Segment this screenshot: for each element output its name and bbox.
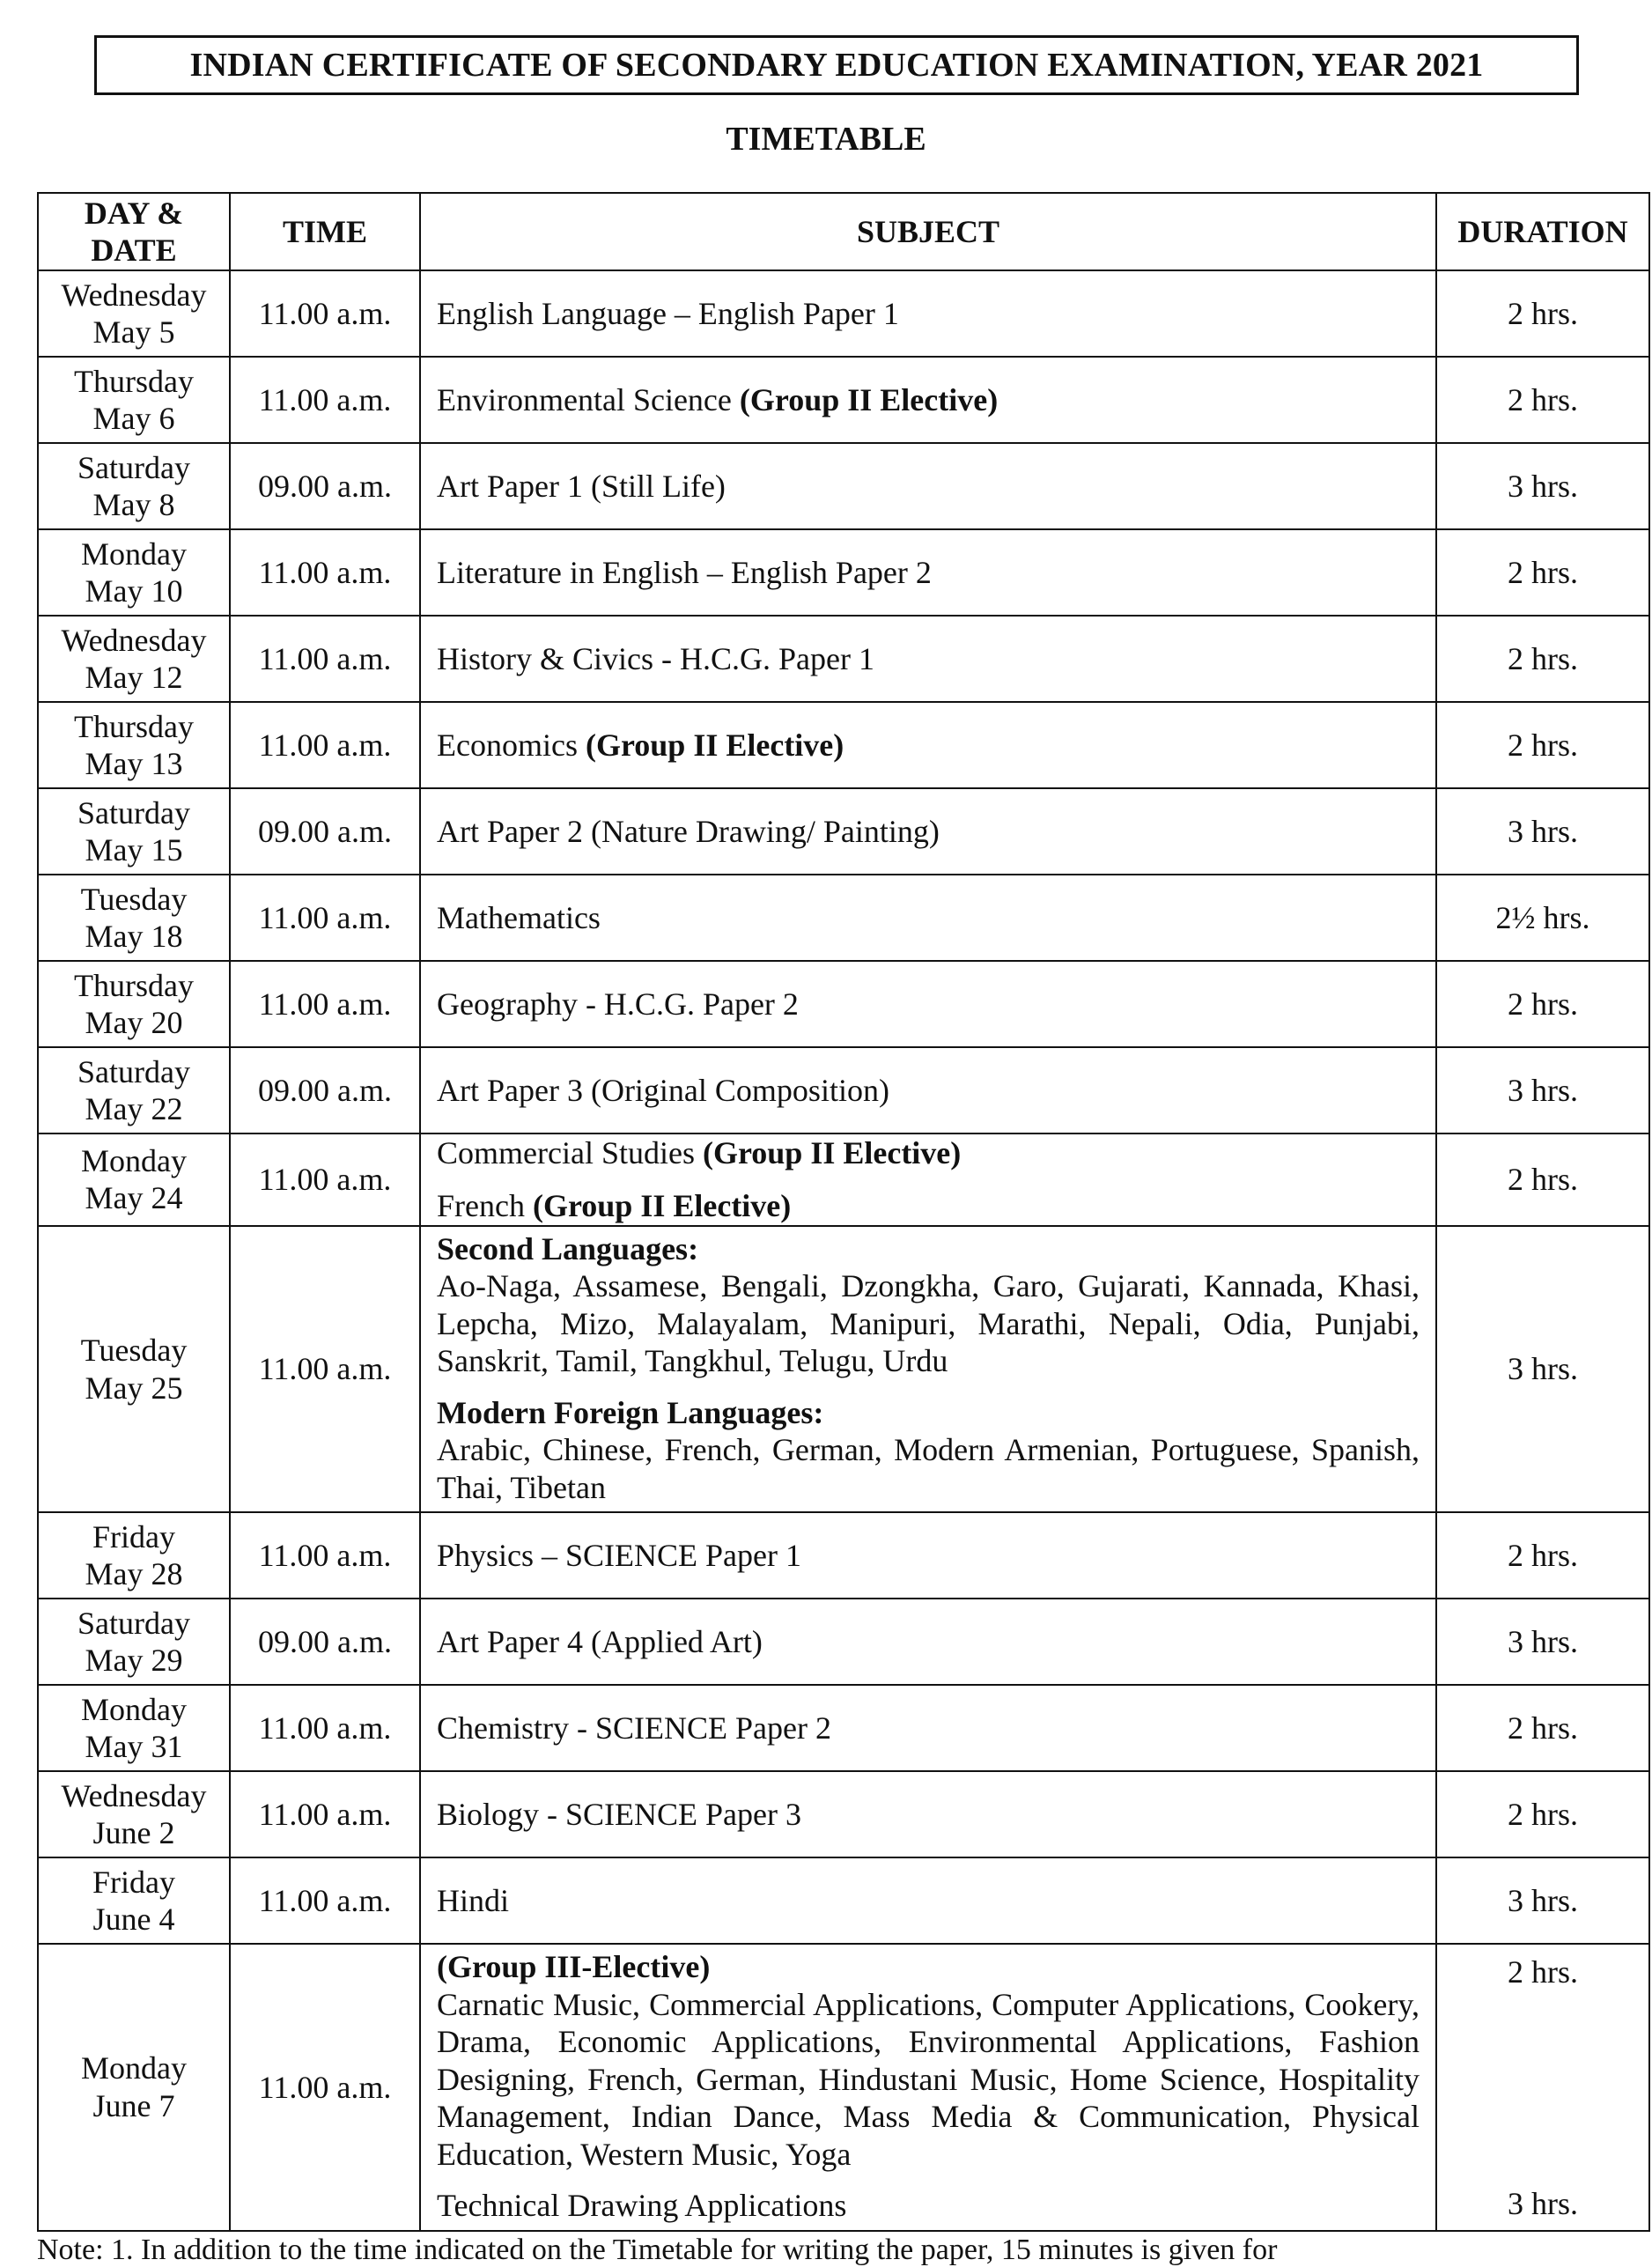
time-cell: 09.00 a.m.	[230, 1047, 420, 1134]
group-iii-duration: 2 hrs.	[1508, 1954, 1578, 1990]
subject-cell	[420, 1226, 1436, 1512]
time-cell: 09.00 a.m.	[230, 788, 420, 875]
subject-cell: Physics – SCIENCE Paper 1	[420, 1512, 1436, 1599]
timetable-table	[37, 192, 1650, 2232]
time-cell: 11.00 a.m.	[230, 1226, 420, 1512]
time-cell: 11.00 a.m.	[230, 357, 420, 443]
time-cell: 09.00 a.m.	[230, 1599, 420, 1685]
exam-title: INDIAN CERTIFICATE OF SECONDARY EDUCATION EXAMINATION, YEAR 2021	[189, 47, 1484, 84]
table-row	[38, 1771, 1649, 1857]
duration-cell: 2 hrs.	[1436, 616, 1649, 702]
duration-cell: 2½ hrs.	[1436, 875, 1649, 961]
duration-cell: 2 hrs.	[1436, 1771, 1649, 1857]
table-row	[38, 529, 1649, 616]
subject-cell: History & Civics - H.C.G. Paper 1	[420, 616, 1436, 702]
table-header-row	[38, 193, 1649, 270]
duration-cell: 2 hrs.	[1436, 702, 1649, 788]
time-cell: 11.00 a.m.	[230, 616, 420, 702]
table-row	[38, 1226, 1649, 1512]
subject-cell: Art Paper 2 (Nature Drawing/ Painting)	[420, 788, 1436, 875]
day-date-cell: Thursday May 6	[38, 357, 230, 443]
subject-cell: Literature in English – English Paper 2	[420, 529, 1436, 616]
day-date-cell: Monday May 10	[38, 529, 230, 616]
subject-cell	[420, 1944, 1436, 2230]
second-languages-list: Ao-Naga, Assamese, Bengali, Dzongkha, Garo, Gujarati, Kannada, Khasi, Lepcha, Mizo, Malayalam, Manipuri, Marathi, Nepali, Odia, Punjabi, Sanskrit, Tamil, Tangkhul, Telugu, Urdu	[437, 1268, 1420, 1379]
table-row	[38, 1599, 1649, 1685]
duration-cell: 2 hrs.	[1436, 357, 1649, 443]
table-row	[38, 1944, 1649, 2230]
col-header-duration: DURATION	[1436, 193, 1649, 270]
day-date-cell: Saturday May 29	[38, 1599, 230, 1685]
subject-cell: Biology - SCIENCE Paper 3	[420, 1771, 1436, 1857]
table-row	[38, 443, 1649, 529]
table-row	[38, 1685, 1649, 1771]
time-cell: 11.00 a.m.	[230, 1771, 420, 1857]
subject-cell: Chemistry - SCIENCE Paper 2	[420, 1685, 1436, 1771]
subject-cell: Art Paper 1 (Still Life)	[420, 443, 1436, 529]
duration-cell: 3 hrs.	[1436, 1599, 1649, 1685]
day-date-cell: Wednesday June 2	[38, 1771, 230, 1857]
group-iii-heading: (Group III-Elective)	[437, 1949, 711, 1985]
table-row	[38, 1047, 1649, 1134]
day-date-cell: Friday June 4	[38, 1857, 230, 1944]
table-row	[38, 270, 1649, 357]
duration-cell: 3 hrs.	[1436, 1857, 1649, 1944]
duration-cell: 2 hrs.	[1436, 1134, 1649, 1226]
exam-title-box	[94, 35, 1579, 95]
subject-cell: Hindi	[420, 1857, 1436, 1944]
table-row	[38, 1512, 1649, 1599]
day-date-cell: Wednesday May 5	[38, 270, 230, 357]
timetable-heading: TIMETABLE	[726, 121, 926, 158]
subject-cell: Art Paper 4 (Applied Art)	[420, 1599, 1436, 1685]
time-cell: 11.00 a.m.	[230, 1134, 420, 1226]
day-date-cell: Monday May 31	[38, 1685, 230, 1771]
foreign-languages-heading: Modern Foreign Languages:	[437, 1394, 824, 1430]
duration-cell: 2 hrs.	[1436, 1685, 1649, 1771]
col-header-subject: SUBJECT	[420, 193, 1436, 270]
time-cell: 11.00 a.m.	[230, 875, 420, 961]
day-date-cell: Wednesday May 12	[38, 616, 230, 702]
duration-cell: 3 hrs.	[1436, 788, 1649, 875]
day-date-cell: Monday May 24	[38, 1134, 230, 1226]
day-date-cell: Tuesday May 25	[38, 1226, 230, 1512]
time-cell: 11.00 a.m.	[230, 1512, 420, 1599]
table-row	[38, 875, 1649, 961]
duration-cell: 2 hrs.	[1436, 270, 1649, 357]
time-cell: 11.00 a.m.	[230, 270, 420, 357]
day-date-cell: Monday June 7	[38, 1944, 230, 2230]
table-row	[38, 961, 1649, 1047]
table-row	[38, 1857, 1649, 1944]
duration-cell: 3 hrs.	[1436, 1047, 1649, 1134]
day-date-cell: Saturday May 22	[38, 1047, 230, 1134]
table-row	[38, 1134, 1649, 1226]
time-cell: 11.00 a.m.	[230, 1685, 420, 1771]
table-row	[38, 357, 1649, 443]
foreign-languages-list: Arabic, Chinese, French, German, Modern Armenian, Portuguese, Spanish, Thai, Tibetan	[437, 1432, 1420, 1505]
day-date-cell: Thursday May 13	[38, 702, 230, 788]
duration-cell: 2 hrs.	[1436, 961, 1649, 1047]
col-header-time: TIME	[230, 193, 420, 270]
footer-note: Note: 1. In addition to the time indicated on the Timetable for writing the paper, 15 minutes is given for	[37, 2234, 1278, 2266]
duration-cell: 3 hrs.	[1436, 443, 1649, 529]
technical-drawing-subject: Technical Drawing Applications	[437, 2188, 847, 2224]
subject-cell: Art Paper 3 (Original Composition)	[420, 1047, 1436, 1134]
day-date-cell: Thursday May 20	[38, 961, 230, 1047]
table-row	[38, 616, 1649, 702]
day-date-cell: Friday May 28	[38, 1512, 230, 1599]
time-cell: 11.00 a.m.	[230, 961, 420, 1047]
table-row	[38, 788, 1649, 875]
group-iii-list: Carnatic Music, Commercial Applications, Computer Applications, Cookery, Drama, Economic Applications, Environmental Applications, Fashion Designing, French, German, Hindustani Music, Home Science, Hospitality Management, Indian Dance, Mass Media & Communication, Physical Education, Western Music, Yoga	[437, 1986, 1420, 2172]
subject-cell: Geography - H.C.G. Paper 2	[420, 961, 1436, 1047]
subject-cell: Mathematics	[420, 875, 1436, 961]
technical-drawing-duration: 3 hrs.	[1508, 2185, 1578, 2221]
subject-cell: Economics (Group II Elective)	[420, 702, 1436, 788]
time-cell: 09.00 a.m.	[230, 443, 420, 529]
day-date-cell: Tuesday May 18	[38, 875, 230, 961]
duration-cell: 3 hrs.	[1436, 1226, 1649, 1512]
second-languages-heading: Second Languages:	[437, 1230, 699, 1266]
duration-cell: 2 hrs.	[1436, 529, 1649, 616]
duration-cell: 2 hrs.	[1436, 1512, 1649, 1599]
time-cell: 11.00 a.m.	[230, 702, 420, 788]
col-header-day-date: DAY & DATE	[38, 193, 230, 270]
time-cell: 11.00 a.m.	[230, 1857, 420, 1944]
time-cell: 11.00 a.m.	[230, 529, 420, 616]
day-date-cell: Saturday May 8	[38, 443, 230, 529]
table-row	[38, 702, 1649, 788]
subject-cell: Environmental Science (Group II Elective)	[420, 357, 1436, 443]
subject-cell: Commercial Studies (Group II Elective) French (Group II Elective)	[420, 1134, 1436, 1226]
subject-cell: English Language – English Paper 1	[420, 270, 1436, 357]
time-cell: 11.00 a.m.	[230, 1944, 420, 2230]
day-date-cell: Saturday May 15	[38, 788, 230, 875]
duration-cell	[1436, 1944, 1649, 2230]
